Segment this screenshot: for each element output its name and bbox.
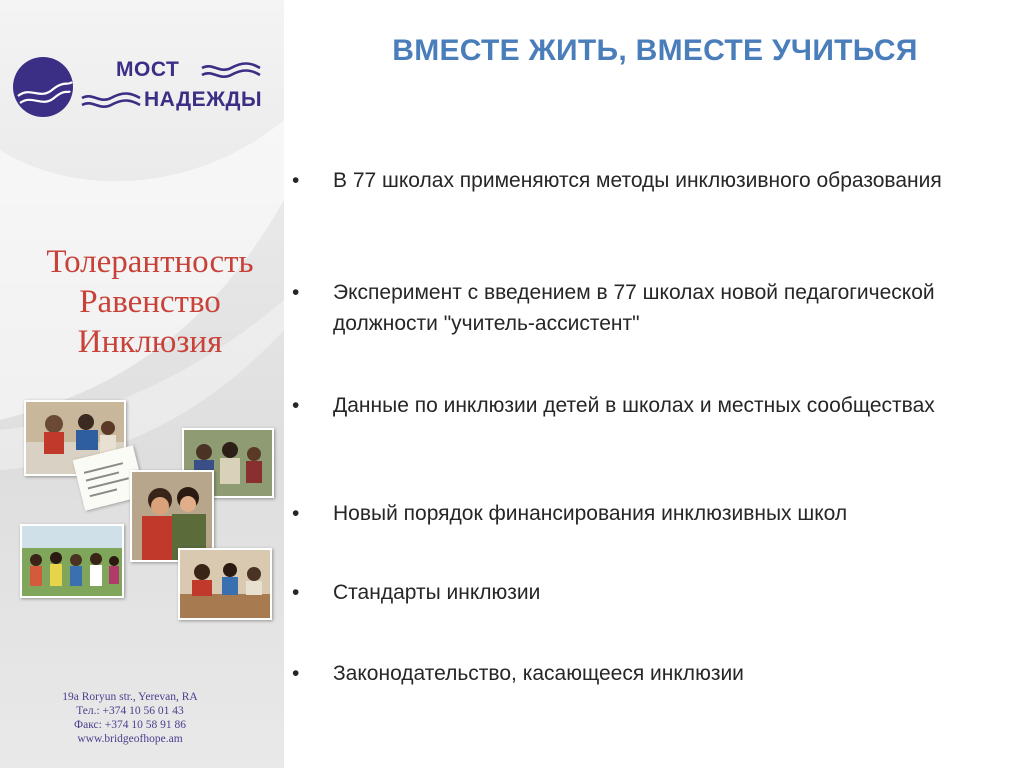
- bullet-text: Законодательство, касающееся инклюзии: [333, 662, 744, 685]
- slide-title: ВМЕСТЕ ЖИТЬ, ВМЕСТЕ УЧИТЬСЯ: [392, 34, 918, 67]
- photo-outdoor-gathering: [20, 524, 124, 598]
- bullet-dot: •: [292, 394, 300, 417]
- bullet-text: Стандарты инклюзии: [333, 581, 541, 604]
- wave-icon: [80, 92, 142, 110]
- slogan-line: Инклюзия: [77, 324, 223, 360]
- wave-icon: [200, 62, 262, 80]
- contact-info: [0, 690, 260, 746]
- bridge-of-hope-logo-icon: [12, 56, 74, 118]
- logo-word-nadezhdy: НАДЕЖДЫ: [144, 88, 263, 111]
- slogan-line: Толерантность: [46, 244, 254, 280]
- website-link[interactable]: www.bridgeofhope.am: [77, 733, 183, 745]
- logo-word-most: МОСТ: [116, 58, 180, 81]
- bullet-text: В 77 школах применяются методы инклюзивного образования: [333, 169, 942, 192]
- bullet-text: Данные по инклюзии детей в школах и местных сообществах: [333, 394, 935, 417]
- address: 19a Roryun str., Yerevan, RA: [62, 691, 198, 703]
- bullet-dot: •: [292, 662, 300, 685]
- bullet-text: Новый порядок финансирования инклюзивных школ: [333, 502, 848, 525]
- bullet-text: Эксперимент с введением в 77 школах новой педагогической должности "учитель-ассистент": [333, 281, 935, 335]
- slogan-line: Равенство: [79, 284, 221, 320]
- organization-banner: [0, 0, 284, 768]
- photo-children-desk: [178, 548, 272, 620]
- bullet-dot: •: [292, 581, 300, 604]
- bullet-dot: •: [292, 281, 300, 304]
- slogan: [0, 242, 284, 362]
- bullet-dot: •: [292, 502, 300, 525]
- fax: Факс: +374 10 58 91 86: [74, 719, 186, 731]
- logo: [12, 56, 282, 122]
- phone: Тел.: +374 10 56 01 43: [76, 705, 184, 717]
- bullet-dot: •: [292, 169, 300, 192]
